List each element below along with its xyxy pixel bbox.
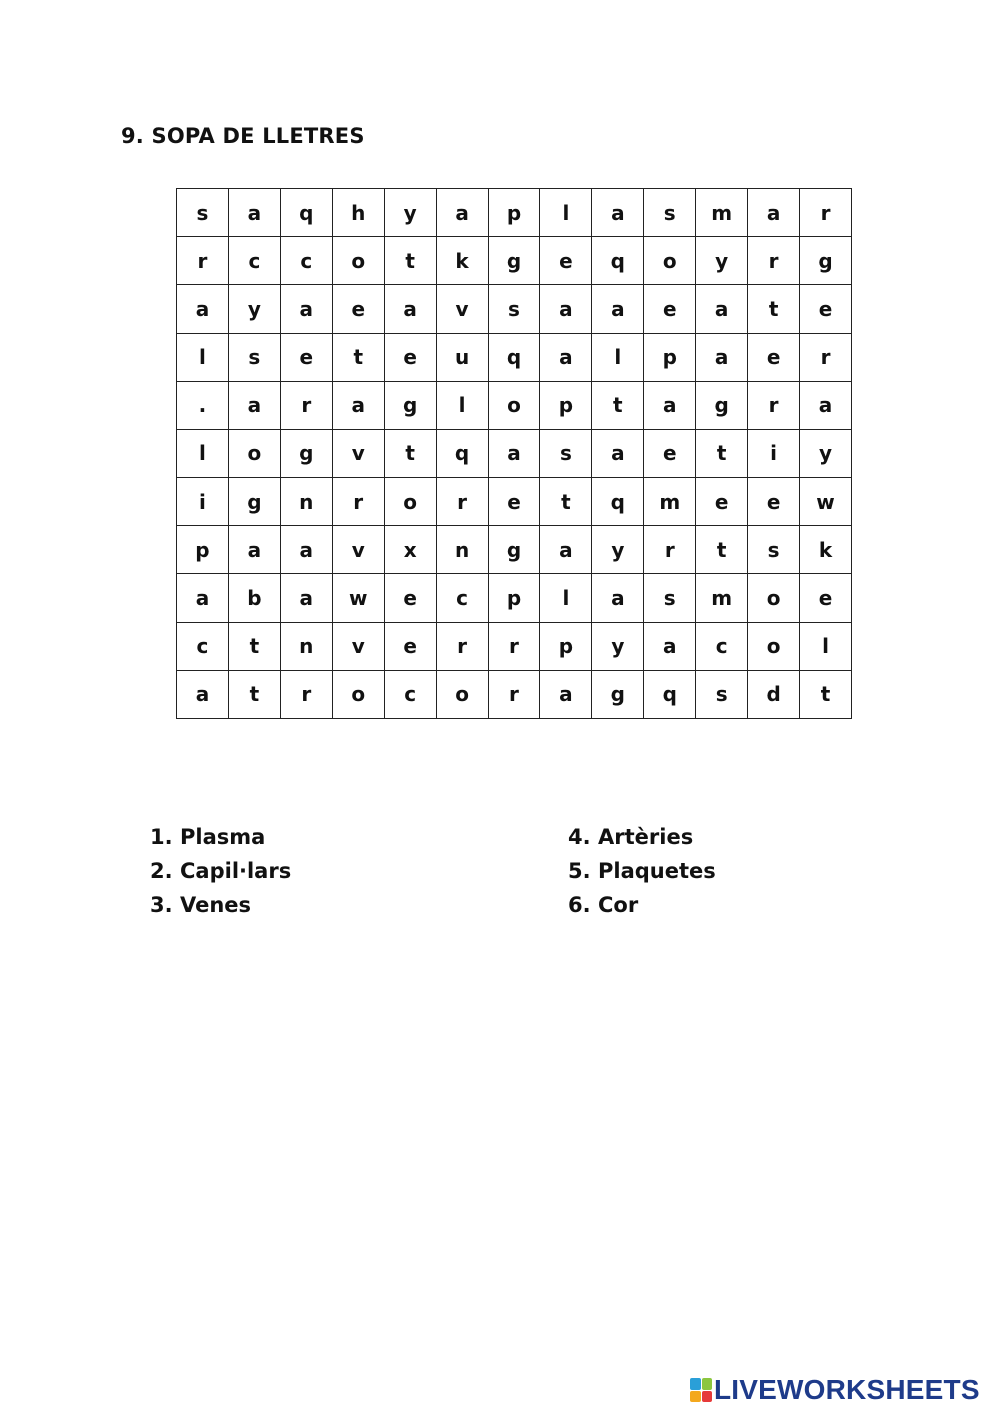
word-list-right [568,822,716,924]
grid-cell[interactable]: a [696,333,748,381]
grid-cell[interactable]: y [228,285,280,333]
grid-cell[interactable]: e [800,285,852,333]
grid-row [177,333,852,381]
grid-cell[interactable]: r [436,478,488,526]
grid-cell[interactable]: g [384,381,436,429]
grid-cell[interactable]: g [228,478,280,526]
grid-cell[interactable]: r [748,381,800,429]
grid-cell[interactable]: v [332,622,384,670]
grid-cell[interactable]: a [540,285,592,333]
grid-cell[interactable]: r [436,622,488,670]
liveworksheets-logo[interactable] [690,1374,980,1406]
page-title: 9. SOPA DE LLETRES [121,124,365,148]
grid-cell[interactable]: a [540,670,592,718]
grid-cell[interactable]: y [592,622,644,670]
grid-cell[interactable]: t [540,478,592,526]
grid-cell[interactable]: a [592,189,644,237]
grid-cell[interactable]: m [644,478,696,526]
grid-row [177,189,852,237]
grid-cell[interactable]: e [384,333,436,381]
grid-cell[interactable]: l [540,574,592,622]
grid-cell[interactable]: q [644,670,696,718]
grid-cell[interactable]: p [177,526,229,574]
grid-cell[interactable]: t [332,333,384,381]
grid-cell[interactable]: a [540,333,592,381]
grid-cell[interactable]: r [800,333,852,381]
grid-cell[interactable]: b [228,574,280,622]
grid-cell[interactable]: r [488,670,540,718]
grid-cell[interactable]: a [748,189,800,237]
grid-cell[interactable]: a [384,285,436,333]
grid-cell[interactable]: q [436,429,488,477]
grid-cell[interactable]: y [592,526,644,574]
grid-cell[interactable]: p [488,189,540,237]
grid-cell[interactable]: a [177,670,229,718]
grid-cell[interactable]: y [800,429,852,477]
grid-cell[interactable]: n [436,526,488,574]
logo-mark-icon [690,1378,712,1402]
grid-cell[interactable]: x [384,526,436,574]
grid-cell[interactable]: c [696,622,748,670]
word-item: 1. Plasma [150,825,266,849]
grid-cell[interactable]: p [488,574,540,622]
grid-cell[interactable]: l [436,381,488,429]
grid-cell[interactable]: c [280,237,332,285]
grid-cell[interactable]: l [540,189,592,237]
grid-cell[interactable]: q [488,333,540,381]
grid-cell[interactable]: k [436,237,488,285]
grid-cell[interactable]: v [436,285,488,333]
grid-cell[interactable]: t [384,237,436,285]
word-item: 6. Cor [568,893,639,917]
grid-cell[interactable]: y [384,189,436,237]
word-item: 5. Plaquetes [568,859,716,883]
grid-cell[interactable]: r [332,478,384,526]
grid-cell[interactable]: r [748,237,800,285]
grid-cell[interactable]: s [696,670,748,718]
grid-cell[interactable]: k [800,526,852,574]
grid-cell[interactable]: d [748,670,800,718]
grid-cell[interactable]: r [488,622,540,670]
word-item: 3. Venes [150,893,252,917]
word-text: Plaquetes [598,859,716,883]
grid-cell[interactable]: o [384,478,436,526]
grid-cell[interactable]: e [800,574,852,622]
grid-cell[interactable]: s [177,189,229,237]
grid-cell[interactable]: v [332,429,384,477]
grid-cell[interactable]: t [228,670,280,718]
grid-cell[interactable]: r [280,381,332,429]
word-text: Venes [180,893,252,917]
grid-cell[interactable]: g [696,381,748,429]
grid-row [177,670,852,718]
grid-cell[interactable]: s [540,429,592,477]
grid-cell[interactable]: n [280,478,332,526]
grid-cell[interactable]: e [488,478,540,526]
grid-cell[interactable]: y [696,237,748,285]
grid-cell[interactable]: a [800,381,852,429]
grid-cell[interactable]: t [696,526,748,574]
grid-cell[interactable]: w [332,574,384,622]
word-item: 2. Capil·lars [150,859,292,883]
grid-cell[interactable]: s [644,574,696,622]
grid-cell[interactable]: t [384,429,436,477]
grid-cell[interactable]: a [592,285,644,333]
grid-cell[interactable]: o [436,670,488,718]
grid-cell[interactable]: o [748,622,800,670]
grid-cell[interactable]: a [280,285,332,333]
grid-row [177,381,852,429]
grid-cell[interactable]: g [280,429,332,477]
grid-row [177,622,852,670]
grid-cell[interactable]: t [592,381,644,429]
grid-cell[interactable]: p [644,333,696,381]
word-search-grid [176,188,852,719]
grid-cell[interactable]: r [177,237,229,285]
grid-cell[interactable]: e [280,333,332,381]
grid-cell[interactable]: a [280,574,332,622]
grid-cell[interactable]: s [228,333,280,381]
grid-cell[interactable]: m [696,189,748,237]
word-text: Artèries [598,825,694,849]
grid-cell[interactable]: r [644,526,696,574]
grid-cell[interactable]: p [540,622,592,670]
grid-cell[interactable]: e [540,237,592,285]
grid-cell[interactable]: e [384,574,436,622]
grid-cell[interactable]: a [436,189,488,237]
grid-cell[interactable]: e [748,478,800,526]
grid-cell[interactable]: h [332,189,384,237]
grid-cell[interactable]: c [384,670,436,718]
grid-cell[interactable]: a [228,189,280,237]
grid-cell[interactable]: q [592,237,644,285]
grid-cell[interactable]: c [436,574,488,622]
grid-row [177,429,852,477]
grid-cell[interactable]: l [592,333,644,381]
grid-cell[interactable]: e [332,285,384,333]
grid-cell[interactable]: i [177,478,229,526]
grid-cell[interactable]: u [436,333,488,381]
grid-cell[interactable]: w [800,478,852,526]
grid-cell[interactable]: g [488,237,540,285]
grid-cell[interactable]: a [644,381,696,429]
grid-cell[interactable]: t [228,622,280,670]
grid-cell[interactable]: a [540,526,592,574]
grid-cell[interactable]: s [748,526,800,574]
grid-cell[interactable]: o [488,381,540,429]
grid-cell[interactable]: s [488,285,540,333]
grid-cell[interactable]: e [384,622,436,670]
grid-cell[interactable]: e [696,478,748,526]
word-item: 4. Artèries [568,825,694,849]
grid-cell[interactable]: a [177,574,229,622]
grid-cell[interactable]: a [488,429,540,477]
grid-cell[interactable]: m [696,574,748,622]
grid-cell[interactable]: o [644,237,696,285]
grid-cell[interactable]: r [280,670,332,718]
grid-row [177,237,852,285]
grid-row [177,285,852,333]
word-text: Plasma [180,825,266,849]
grid-cell[interactable]: v [332,526,384,574]
grid-cell[interactable]: a [228,526,280,574]
grid-cell[interactable]: o [748,574,800,622]
grid-cell[interactable]: c [228,237,280,285]
grid-cell[interactable]: r [800,189,852,237]
grid-cell[interactable]: a [644,622,696,670]
grid-row [177,526,852,574]
grid-cell[interactable]: t [800,670,852,718]
grid-cell[interactable]: a [280,526,332,574]
grid-cell[interactable]: q [592,478,644,526]
grid-cell[interactable]: o [228,429,280,477]
grid-cell[interactable]: g [488,526,540,574]
grid-cell[interactable]: q [280,189,332,237]
grid-cell[interactable]: a [332,381,384,429]
grid-cell[interactable]: . [177,381,229,429]
grid-cell[interactable]: o [332,237,384,285]
grid-cell[interactable]: t [696,429,748,477]
grid-cell[interactable]: e [748,333,800,381]
grid-cell[interactable]: c [177,622,229,670]
grid-cell[interactable]: l [800,622,852,670]
grid-cell[interactable]: e [644,429,696,477]
word-text: Capil·lars [180,859,292,883]
grid-cell[interactable]: a [592,574,644,622]
grid-cell[interactable]: n [280,622,332,670]
grid-cell[interactable]: t [748,285,800,333]
word-list-left [150,822,291,924]
grid-cell[interactable]: a [696,285,748,333]
grid-cell[interactable]: a [177,285,229,333]
grid-cell[interactable]: l [177,429,229,477]
grid-cell[interactable]: i [748,429,800,477]
grid-cell[interactable]: a [592,429,644,477]
word-text: Cor [598,893,639,917]
logo-text: LIVEWORKSHEETS [714,1374,980,1405]
grid-row [177,574,852,622]
grid-cell[interactable]: o [332,670,384,718]
grid-cell[interactable]: l [177,333,229,381]
grid-cell[interactable]: g [800,237,852,285]
grid-cell[interactable]: s [644,189,696,237]
grid-cell[interactable]: g [592,670,644,718]
grid-cell[interactable]: a [228,381,280,429]
grid-cell[interactable]: e [644,285,696,333]
grid-cell[interactable]: p [540,381,592,429]
grid-row [177,478,852,526]
